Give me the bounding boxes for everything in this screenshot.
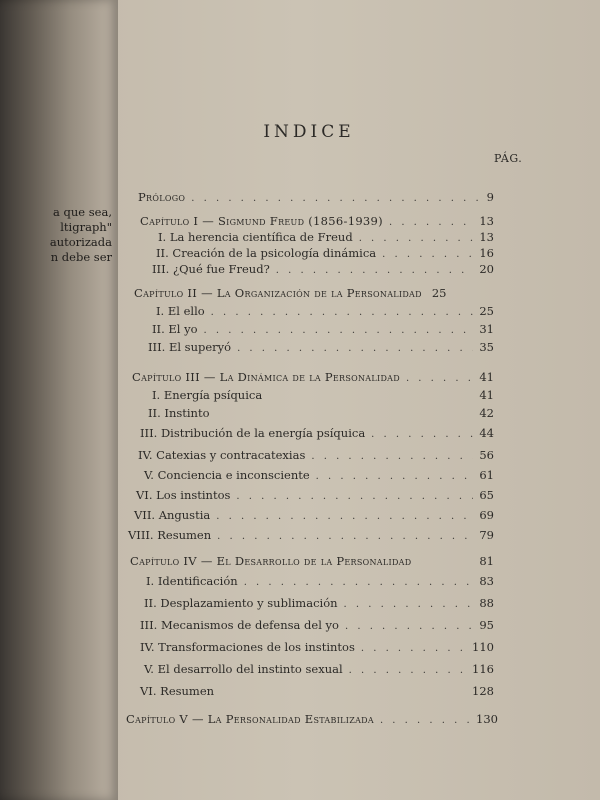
toc-entry-label: I. Identificación [146, 574, 238, 588]
leader-dots [359, 232, 474, 246]
toc-entry [144, 468, 494, 484]
toc-entry-page: 31 [479, 322, 494, 336]
index-page [118, 0, 600, 800]
leader-dots [382, 248, 473, 262]
leader-dots [345, 620, 473, 634]
toc-entry-label: II. El yo [152, 322, 198, 336]
toc-entry-page: 61 [479, 468, 494, 482]
facing-page-text-4: n debe ser [50, 250, 112, 264]
toc-entry-label: Prólogo [138, 190, 186, 204]
toc-entry-label: V. Conciencia e inconsciente [144, 468, 310, 482]
toc-entry-page: 13 [479, 230, 494, 244]
toc-entry-page: 41 [479, 388, 494, 402]
toc-entry-page: 20 [479, 262, 494, 276]
leader-dots [349, 664, 466, 678]
toc-entry-label: IV. Transformaciones de los instintos [140, 640, 355, 654]
toc-entry-label: II. Desplazamiento y sublimación [144, 596, 338, 610]
toc-entry-prologo [138, 190, 494, 206]
leader-dots [204, 324, 474, 338]
toc-entry [140, 618, 494, 634]
toc-entry [144, 662, 494, 678]
leader-dots [406, 372, 473, 386]
toc-entry-label: VII. Angustia [134, 508, 211, 522]
leader-dots [389, 216, 473, 230]
toc-entry-page: 35 [479, 340, 494, 354]
toc-entry [128, 528, 494, 544]
toc-entry-label: III. Distribución de la energía psíquica [140, 426, 366, 440]
toc-entry-page: 69 [479, 508, 494, 522]
toc-entry-page: 56 [479, 448, 494, 462]
toc-entry-label: III. ¿Qué fue Freud? [152, 262, 270, 276]
toc-entry [148, 340, 494, 356]
toc-entry [136, 488, 494, 504]
toc-entry-label: I. El ello [156, 304, 205, 318]
toc-entry-page: 130 [476, 712, 498, 726]
toc-entry-page: 128 [472, 684, 494, 698]
toc-entry-label: III. Mecanismos de defensa del yo [140, 618, 339, 632]
leader-dots [216, 510, 473, 524]
toc-entry-label: VI. Los instintos [136, 488, 231, 502]
toc-entry-label: II. Instinto [148, 406, 210, 420]
toc-entry-page: 110 [472, 640, 494, 654]
leader-dots [380, 714, 470, 728]
toc-entry [140, 426, 494, 442]
leader-dots [244, 576, 474, 590]
leader-dots [217, 530, 473, 544]
toc-entry [140, 640, 494, 656]
toc-entry-label: I. La herencia científica de Freud [158, 230, 353, 244]
toc-entry-page: 41 [479, 370, 494, 384]
toc-entry [138, 448, 494, 464]
toc-entry-page: 83 [479, 574, 494, 588]
toc-entry [152, 262, 494, 278]
leader-dots [344, 598, 474, 612]
toc-entry-label: VIII. Resumen [128, 528, 212, 542]
toc-entry-page: 65 [479, 488, 494, 502]
facing-page-text-2: ltigraph" [60, 220, 112, 234]
leader-dots [311, 450, 473, 464]
toc-entry-chapter-3 [132, 370, 494, 386]
toc-entry-page: 16 [479, 246, 494, 260]
toc-entry-label: Capítulo III — La Dinámica de la Personalidad [132, 370, 400, 384]
toc-entry-page: 88 [479, 596, 494, 610]
toc-entry-page: 25 [479, 304, 494, 318]
toc-entry [152, 322, 494, 338]
facing-page [0, 0, 118, 800]
leader-dots [237, 342, 473, 356]
toc-entry-page: 25 [431, 286, 447, 300]
leader-dots [191, 192, 480, 206]
toc-entry [134, 508, 494, 524]
facing-page-text-3: autorizada [49, 235, 112, 249]
toc-entry-label: I. Energía psíquica [152, 388, 263, 402]
toc-entry-label: II. Creación de la psicología dinámica [156, 246, 377, 260]
toc-entry [156, 304, 494, 320]
page-column-label: PÁG. [494, 152, 523, 165]
toc-entry-label: IV. Catexias y contracatexias [138, 448, 306, 462]
toc-entry [158, 230, 494, 246]
leader-dots [236, 490, 473, 504]
toc-entry-page: 116 [472, 662, 494, 676]
toc-entry-label: Capítulo IV — El Desarrollo de la Personalidad [130, 554, 412, 568]
toc-entry-label: III. El superyó [148, 340, 232, 354]
toc-entry-page: 95 [479, 618, 494, 632]
toc-entry-label: Capítulo I — Sigmund Freud (1856-1939) [140, 214, 383, 228]
toc-entry [152, 388, 494, 404]
toc-entry-label: VI. Resumen [140, 684, 215, 698]
toc-entry-page: 13 [479, 214, 494, 228]
toc-entry [144, 596, 494, 612]
toc-entry-page: 42 [479, 406, 494, 420]
toc-entry-page: 81 [479, 554, 494, 568]
leader-dots [276, 264, 474, 278]
leader-dots [316, 470, 474, 484]
toc-entry-page: 44 [479, 426, 494, 440]
toc-entry [148, 406, 494, 422]
toc-entry-label: V. El desarrollo del instinto sexual [144, 662, 343, 676]
leader-dots [371, 428, 473, 442]
leader-dots [211, 306, 474, 320]
facing-page-text-1: a que sea, [53, 205, 112, 219]
toc-entry-label: Capítulo II — La Organización de la Personalidad [134, 286, 422, 300]
toc-entry [156, 246, 494, 262]
toc-entry [140, 684, 494, 700]
leader-dots [361, 642, 466, 656]
toc-entry-page: 9 [486, 190, 494, 204]
toc-entry-page: 79 [479, 528, 494, 542]
toc-entry-chapter-5 [126, 712, 498, 728]
table-of-contents [118, 0, 600, 800]
toc-entry [146, 574, 494, 590]
toc-entry-label: Capítulo V — La Personalidad Estabilizada [126, 712, 374, 726]
toc-entry-chapter-2 [134, 286, 494, 300]
index-title: INDICE [263, 122, 355, 142]
toc-entry-chapter-1 [140, 214, 494, 230]
toc-entry-chapter-4 [130, 554, 494, 570]
